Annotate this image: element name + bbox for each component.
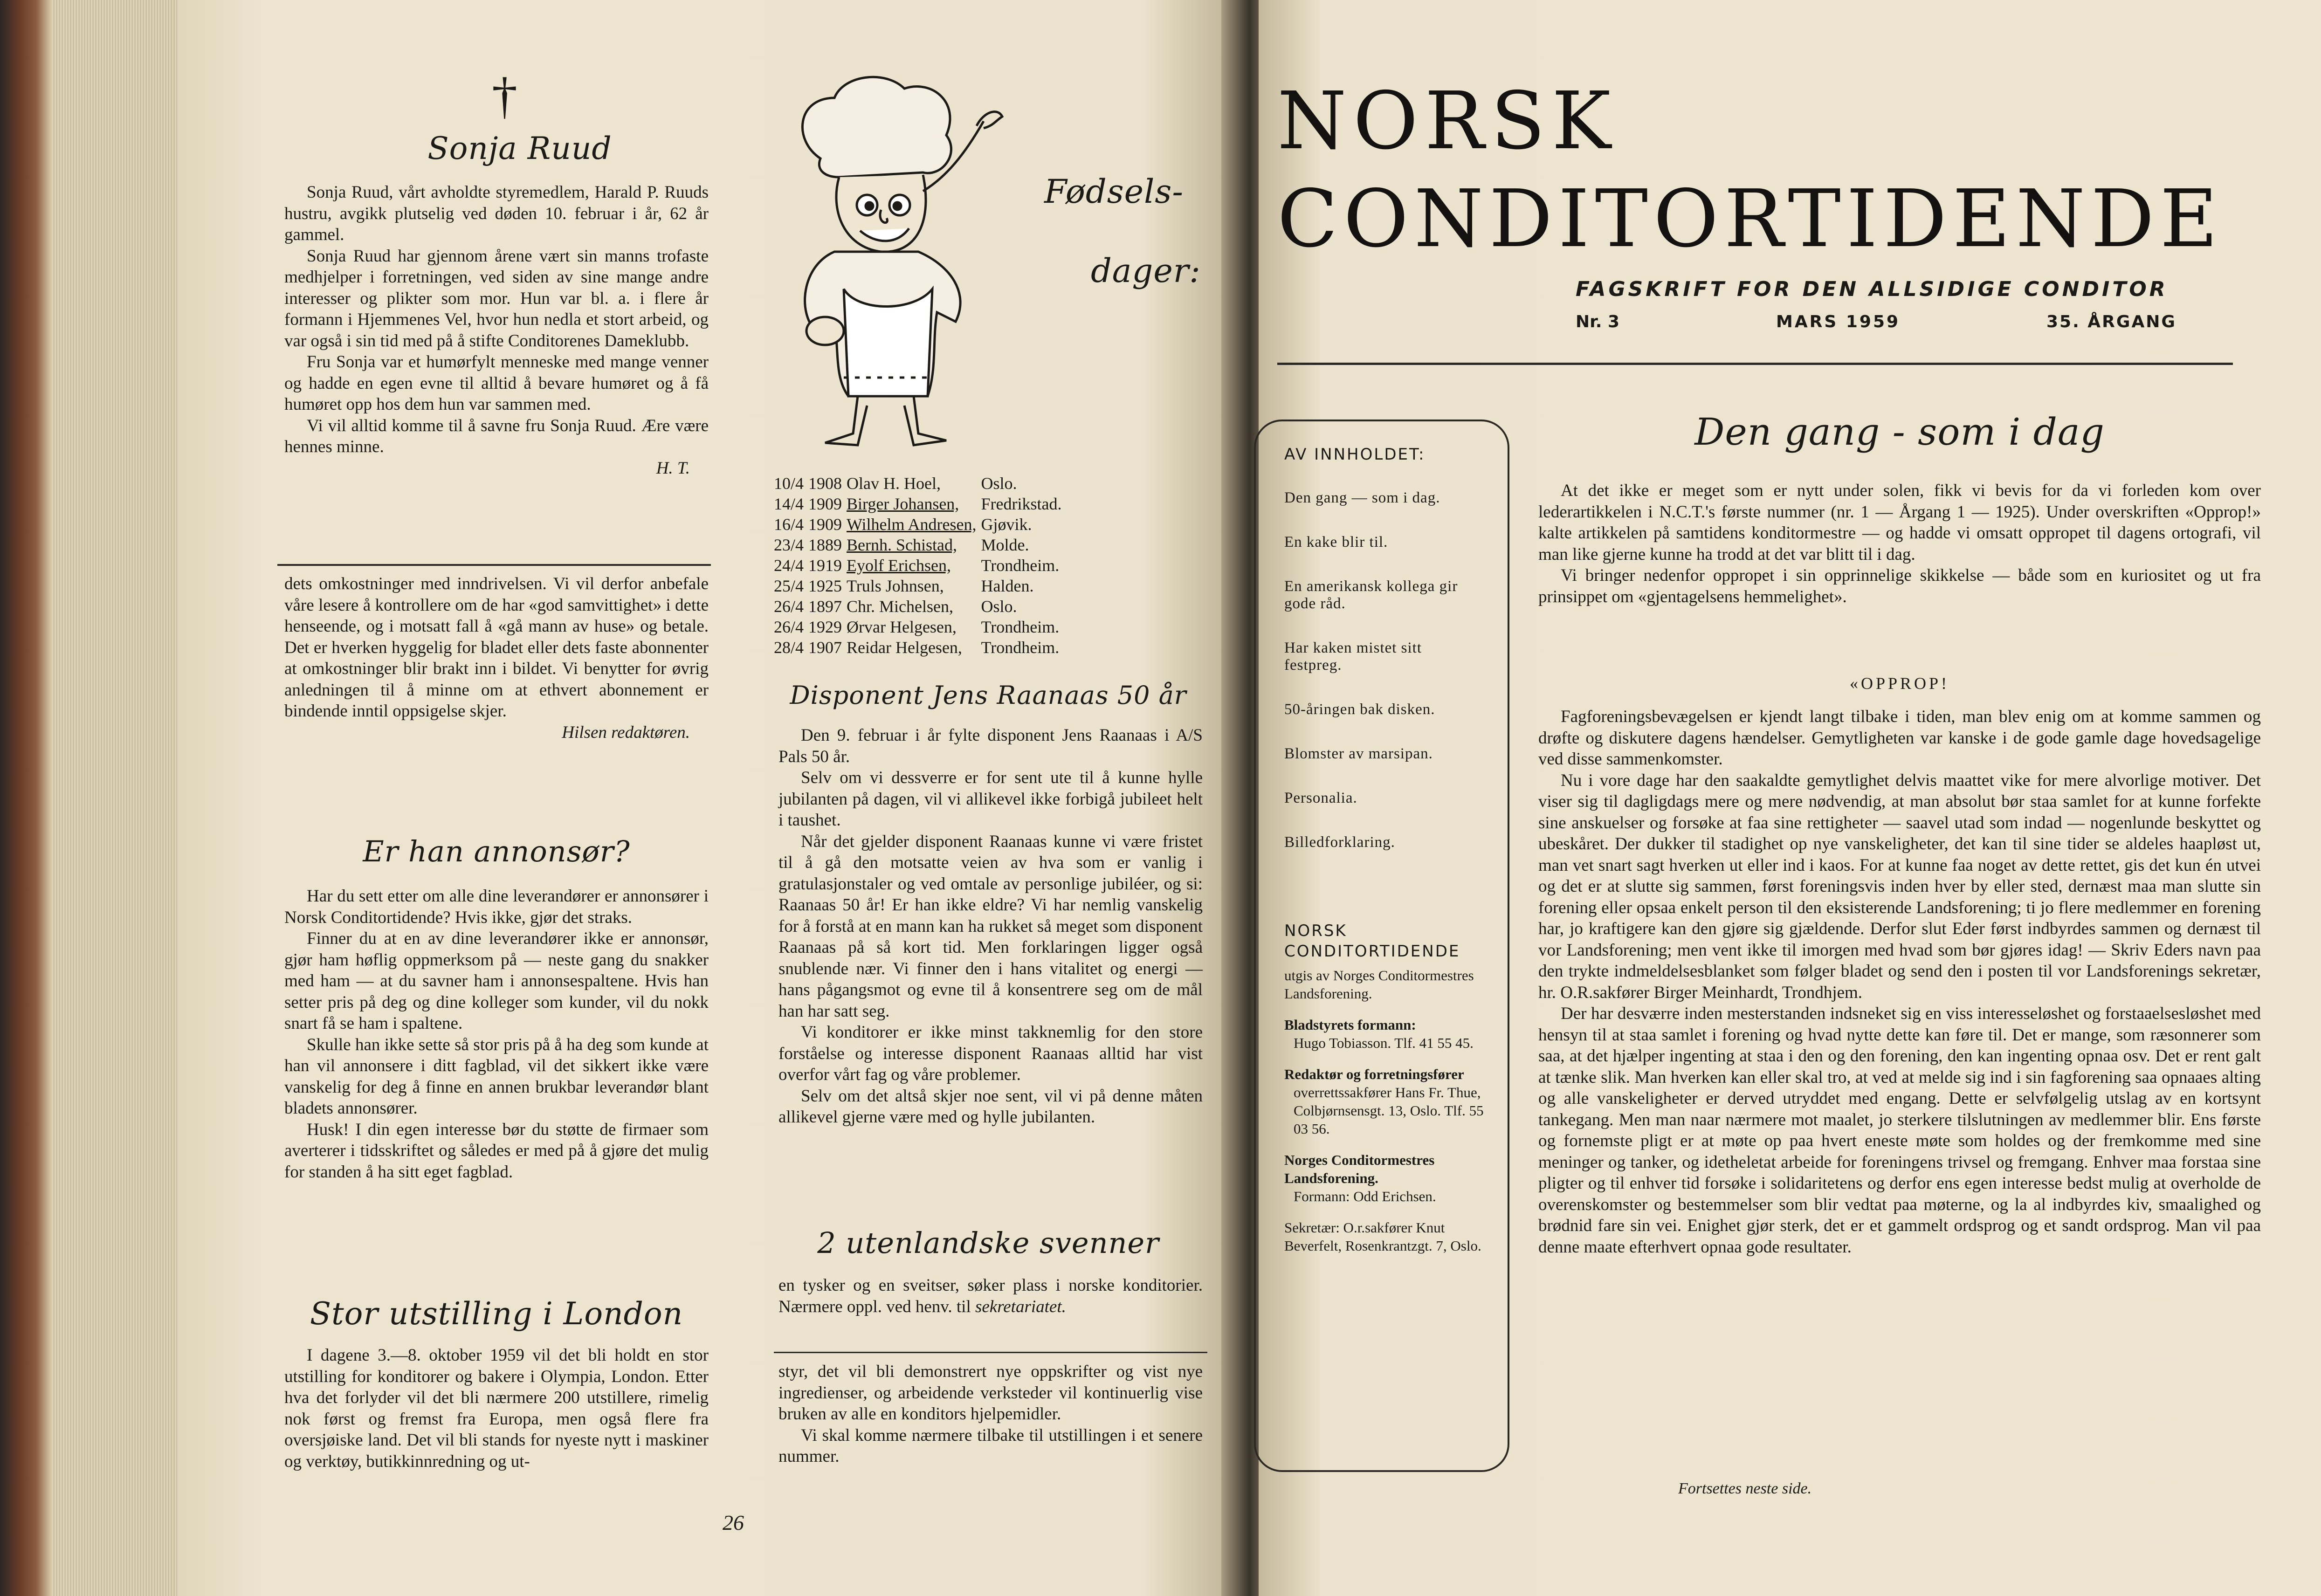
swedes-text: en tysker og en sveitser, søker plass i norske konditorier. Nærmere oppl. ved henv. til [778, 1276, 1203, 1316]
contents-item[interactable]: 50-åringen bak disken. [1284, 701, 1435, 718]
birthday-name: Chr. Michelsen, [847, 597, 953, 616]
obituary-body [284, 182, 709, 479]
obituary-paragraph: Sonja Ruud, vårt avholdte styremedlem, Harald P. Ruuds hustru, avgikk plutselig ved døden 10. februar i år, 62 år gammel. [284, 183, 709, 244]
issue-number: Nr. 3 [1576, 312, 1620, 331]
swedes-contact: sekretariatet. [975, 1297, 1066, 1316]
raanaas-paragraph: Den 9. februar i år fylte disponent Jens Raanaas i A/S Pals 50 år. [778, 726, 1203, 766]
continued-note: Fortsettes neste side. [1678, 1480, 1812, 1497]
publisher-title: CONDITORTIDENDE [1284, 942, 1460, 961]
advertiser-paragraph: Skulle han ikke sette så stor pris på å ha deg som kunde at han vil annonsere i ditt fagblad, vil det sikkert ikke være vanskelig for deg å finne en annen brukbar leverandør blant bladets annonsører. [284, 1035, 709, 1118]
article-intro-paragraph: Vi bringer nedenfor oppropet i sin opprinnelige skikkelse — både som en kuriositet og ut fra prinsippet om «gjentagelsens hemmelighet». [1538, 566, 2261, 606]
obituary-paragraph: Fru Sonja var et humørfylt menneske med mange venner og hadde en egen evne til alltid å bevare humøret og å få humøret opp hos dem hun var sammen med. [284, 352, 709, 414]
swedes-title: 2 utenlandske svenner [817, 1226, 1159, 1260]
raanaas-paragraph: Vi konditorer er ikke minst takknemlig for den store forståelse og interesse disponent Raanaas alltid har vist overfor vårt fag og våre problemer. [778, 1023, 1203, 1084]
birthday-year: 1889 [808, 536, 842, 554]
birthday-place: Gjøvik. [981, 515, 1032, 534]
birthday-row [774, 555, 1066, 576]
contents-item[interactable]: En kake blir til. [1284, 534, 1388, 550]
secretary: Sekretær: O.r.sakfører Knut Beverfelt, Rosenkrantzgt. 7, Oslo. [1284, 1219, 1481, 1254]
chef-illustration [764, 70, 1007, 452]
birthday-year: 1909 [808, 515, 842, 534]
editor-name: overrettssakfører Hans Fr. Thue, Colbjørnsensgt. 13, Oslo. Tlf. 55 03 56. [1294, 1084, 1484, 1137]
advertiser-paragraph: Har du sett etter om alle dine leverandører er annonsører i Norsk Conditortidende? Hvis ikke, gjør det straks. [284, 887, 709, 927]
page-number: 26 [723, 1511, 744, 1534]
birthday-year: 1908 [808, 474, 842, 493]
birthday-date: 25/4 [774, 577, 804, 595]
collection-signature: Hilsen redaktøren. [562, 722, 690, 742]
london-continued [778, 1361, 1203, 1467]
obituary-paragraph: Vi vil alltid komme til å savne fru Sonja Ruud. Ære være hennes minne. [284, 416, 709, 456]
contents-item[interactable]: Personalia. [1284, 790, 1357, 806]
swedes-paragraph [778, 1275, 1203, 1317]
obituary-paragraph: Sonja Ruud har gjennom årene vært sin manns trofaste medhjelper i forretningen, ved siden av sine mange andre interesser og plikter som mor. Hun var bl. a. i flere år formann i Hjemmenes Vel, hvor hun nedla et stort arbeid, og var også i sin tid med på å stifte Conditorenes Dameklubb. [284, 246, 709, 351]
collection-text: dets omkostninger med inndrivelsen. Vi vil derfor anbefale våre lesere å kontrollere om de har «god samvittighet» i dette henseende, og i motsatt fall å «gå mann av huse» og betale. Det er hverken hyggelig for bladet eller dets faste abonnenter at omkostninger blir brakt inn i bildet. Vi benytter for øvrig anledningen til å minne om at ethvert abonnement er bindende inntil oppsigelse skjer. [284, 574, 709, 721]
birthday-place: Halden. [981, 577, 1034, 595]
birthday-place: Trondheim. [981, 638, 1060, 657]
birthday-date: 26/4 [774, 618, 804, 636]
masthead-line2: CONDITORTIDENDE [1277, 173, 2224, 265]
raanaas-body [778, 725, 1203, 1128]
raanaas-paragraph: Når det gjelder disponent Raanaas kunne vi være fristet til å gå den motsatte veien av hva som er vanlig i gratulasjonstaler og ved omtale av personlige jubiléer, og si: Raanaas 50 år! Er han ikke eldre? Vi har nemlig vanskelig for å forstå at en mann kan ha rukket så meget som disponent Raanaas på så kort tid. Men forklaringen ligger også snublende nær. Vi finner den i hans vitalitet og energi — hans pågangsmot og evne til å konsentrere seg om de mål han har satt seg. [778, 832, 1203, 1021]
birthday-date: 23/4 [774, 536, 804, 554]
raanaas-paragraph: Selv om det altså skjer noe sent, vil vi på denne måten allikevel gjerne være med og hylle jubilanten. [778, 1086, 1203, 1127]
left-page [177, 0, 1249, 1596]
birthday-date: 28/4 [774, 638, 804, 657]
birthday-place: Trondheim. [981, 618, 1060, 636]
birthday-year: 1929 [808, 618, 842, 636]
birthday-row [774, 617, 1066, 637]
masthead-rule [1277, 363, 2233, 365]
london-title: Stor utstilling i London [310, 1296, 683, 1332]
advertiser-title: Er han annonsør? [363, 834, 630, 868]
assoc-chair: Formann: Odd Erichsen. [1294, 1188, 1436, 1204]
birthday-name: Wilhelm Andresen, [847, 515, 977, 534]
advertiser-body [284, 886, 709, 1183]
advertiser-paragraph: Husk! I din egen interesse bør du støtte de firmaer som averterer i tidsskriftet og således er med på å gjøre det mulig for standen å ha sitt eget fagblad. [284, 1120, 709, 1182]
birthday-row [774, 535, 1066, 555]
birthday-row [774, 576, 1066, 596]
divider-rule [277, 564, 711, 566]
masthead-line1: NORSK [1277, 75, 1618, 167]
article-paragraph: Der har desværre inden mesterstanden indsneket sig en viss interesseløshet og forstaaelsesløshet med hensyn til at staa samlet i forening og hvad nytte dette kan føre til. Det er mange, som ræsonnerer som saa, at det hjælper ingenting at staa i den og den forening, den kan ingenting opnaa osv. Det er rent galt at tænke slik. Man hverken kan eller skal tro, at ved at melde sig ind i sin fagforening saa opnaaes alting og alle vanskeligheter er derved utryddet med engang. Dette er selvfølgelig utslag av en kortsynt tankegang. Men man naar nærmere mot maalet, jo sterkere tilslutningen av medlemmer blir. Ens første og fornemste pligt er at møte op paa hvert eneste møte som holdes og der fremkomme med sine meninger og tanker, og idetheletat arbeide for foreningens trivsel og fremgang. Enhver maa forstaa sine pligter og til enhver tid forsøke i solidaritetens og derfor ens egen interesse bedst mulig at overholde de overenskomster og bestemmelser som blir vedtat paa møterne, og la al indbyrdes kiv, smaalighed og brødnid fare sin vei. Enighet gjør sterk, det er et gammelt ordsprog og et sandt ordsprog. Man vil paa denne maate efterhvert opnaa gode resultater. [1538, 1004, 2261, 1257]
editor-label: Redaktør og forretningsfører [1284, 1066, 1464, 1082]
birthday-place: Oslo. [981, 597, 1017, 616]
birthday-name: Olav H. Hoel, [847, 474, 941, 493]
swedes-body [778, 1275, 1203, 1317]
obituary-title: Sonja Ruud [427, 131, 612, 166]
contents-item[interactable]: Blomster av marsipan. [1284, 745, 1433, 762]
divider-rule [774, 1352, 1207, 1353]
birthday-name: Bernh. Schistad, [847, 536, 957, 554]
birthday-place: Molde. [981, 536, 1029, 554]
london-cont-paragraph: styr, det vil bli demonstrert nye oppskrifter og vist nye ingredienser, og arbeidende verksteder vil kontinuerlig vise bruken av alle en konditors hjelpemidler. [778, 1362, 1203, 1424]
article-paragraph: Fagforeningsbevægelsen er kjendt langt tilbake i tiden, man blev enig om at komme sammen og drøfte og diskutere dagens hændelser. Gemytligheten var kanske i de gode gamle dage hovedsagelige ved disse sammenkomster. [1538, 707, 2261, 769]
london-paragraph: I dagene 3.—8. oktober 1959 vil det bli holdt en stor utstilling for konditorer og bakere i Olympia, London. Etter hva det forlyder vil det bli nærmere 200 utstillere, rimelig nok først og fremst fra Europa, men også flere fra oversjøiske land. Det vil bli stands for nyeste nytt i maskiner og verktøy, butikkinnredning og ut- [284, 1346, 709, 1471]
contents-item[interactable]: Har kaken mistet sitt festpreg. [1284, 640, 1422, 674]
birthday-row [774, 473, 1066, 494]
contents-item[interactable]: Billedforklaring. [1284, 834, 1395, 851]
birthday-row [774, 637, 1066, 658]
chair-name: Hugo Tobiasson. Tlf. 41 55 45. [1294, 1035, 1474, 1051]
birthday-year: 1919 [808, 556, 842, 575]
contents-item[interactable]: Den gang — som i dag. [1284, 489, 1440, 506]
article-intro-paragraph: At det ikke er meget som er nytt under solen, fikk vi bevis for da vi forleden kom over lederartikkelen i N.C.T.'s første nummer (nr. 1 — Årgang 1 — 1925). Under overskriften «Opprop!» kalte artikkelen på samtidens konditormestre — og hadde vi omsatt oppropet til dagens ortografi, vil man like gjerne kunne ha trodd at det var blitt til i dag. [1538, 481, 2261, 564]
london-cont-paragraph: Vi skal komme nærmere tilbake til utstillingen i et senere nummer. [778, 1425, 1203, 1466]
publisher-title: NORSK [1284, 922, 1347, 940]
london-body [284, 1345, 709, 1472]
assoc-label: Norges Conditormestres Landsforening. [1284, 1152, 1435, 1186]
chair-label: Bladstyrets formann: [1284, 1017, 1416, 1033]
birthday-year: 1897 [808, 597, 842, 616]
birthday-row [774, 494, 1066, 514]
article-subhead: «OPPROP! [1849, 674, 1950, 693]
birthday-year: 1925 [808, 577, 842, 595]
birthday-name: Birger Johansen, [847, 495, 959, 513]
birthday-name: Eyolf Erichsen, [847, 556, 951, 575]
birthday-date: 16/4 [774, 515, 804, 534]
article-body [1538, 706, 2261, 1258]
article-paragraph: Nu i vore dage har den saakaldte gemytlighet delvis maattet vike for mere alvorlige motiver. Det viser sig til dagligdags mere og mere nødvendig, at man absolut bør staa samlet for at kunne forfekte sine anskuelser og forsøke at faa sine rettigheter — saavel utad som indad — nogenlunde beskyttet og ubeskåret. Der dukker til stadighet op nye vanskeligheter, det kan til sine tider se aldeles haapløst ut, man vet snart sagt hverken ut eller ind i kaos. For at kunne faa noget av dette rettet, gis det kun én utvei og det er at slutte sig sammen, først foreningsvis inden hver by eller sted, dernæst maa man slutte sin forening eller opsaa enkelt person til den eksisterende Landsforening; ti jo flere medlemmer en forening har, jo kraftigere kan den gjøre sig gjældende. Derfor slut Eder først indbyrdes sammen og dernæst til vor Landsforening; men vent ikke til imorgen med hvad som bør gjøres idag! — Skriv Eders navn paa den trykte indmeldelsesblanket som følger bladet og send den i posten til vor Landsforenings sekretær, hr. O.R.sakfører Birger Meinhardt, Trondhjem. [1538, 770, 2261, 1002]
contents-item[interactable]: En amerikansk kollega gir gode råd. [1284, 578, 1458, 612]
obituary-cross: † [492, 67, 517, 124]
publisher-info [1284, 921, 1489, 1255]
birthday-name: Truls Johnsen, [847, 577, 944, 595]
masthead-subtitle: FAGSKRIFT FOR DEN ALLSIDIGE CONDITOR [1576, 277, 2168, 301]
right-page [1259, 0, 2321, 1596]
page-edges [51, 0, 186, 1596]
birthdays-table [774, 473, 1066, 658]
birthdays-title-line2: dager: [1091, 252, 1201, 290]
birthday-place: Trondheim. [981, 556, 1060, 575]
birthday-place: Fredrikstad. [981, 495, 1062, 513]
birthday-row [774, 514, 1066, 535]
collection-notice [284, 573, 709, 743]
article-intro [1538, 480, 2261, 607]
raanaas-paragraph: Selv om vi dessverre er for sent ute til å kunne hylle jubilanten på dagen, vil vi allikevel ikke forbigå jubileet helt i taushet. [778, 768, 1203, 830]
birthday-row [774, 596, 1066, 617]
birthday-date: 14/4 [774, 495, 804, 513]
birthday-place: Oslo. [981, 474, 1017, 493]
contents-heading: AV INNHOLDET: [1284, 445, 1426, 464]
birthday-date: 24/4 [774, 556, 804, 575]
birthday-year: 1909 [808, 495, 842, 513]
issue-date: MARS 1959 [1776, 312, 1901, 331]
birthday-year: 1907 [808, 638, 842, 657]
birthdays-title-line1: Fødsels- [1044, 172, 1184, 211]
article-title: Den gang - som i dag [1694, 410, 2105, 454]
publisher-by: utgis av Norges Conditormestres Landsforening. [1284, 967, 1474, 1002]
contents-list [1284, 489, 1480, 878]
birthday-name: Ørvar Helgesen, [847, 618, 957, 636]
birthday-date: 10/4 [774, 474, 804, 493]
chef-drawing-icon [764, 70, 1007, 452]
birthday-date: 26/4 [774, 597, 804, 616]
raanaas-title: Disponent Jens Raanaas 50 år [790, 681, 1187, 710]
obituary-signature: H. T. [656, 458, 690, 478]
book-spine-left [0, 0, 51, 1596]
birthday-name: Reidar Helgesen, [847, 638, 962, 657]
issue-volume: 35. ÅRGANG [2046, 312, 2176, 331]
advertiser-paragraph: Finner du at en av dine leverandører ikke er annonsør, gjør ham høflig oppmerksom på — neste gang du snakker med ham — at du savner ham i annonsespaltene. Hvis han setter pris på deg og dine kolleger som kunder, vil du nokk snart få se ham i spaltene. [284, 929, 709, 1033]
